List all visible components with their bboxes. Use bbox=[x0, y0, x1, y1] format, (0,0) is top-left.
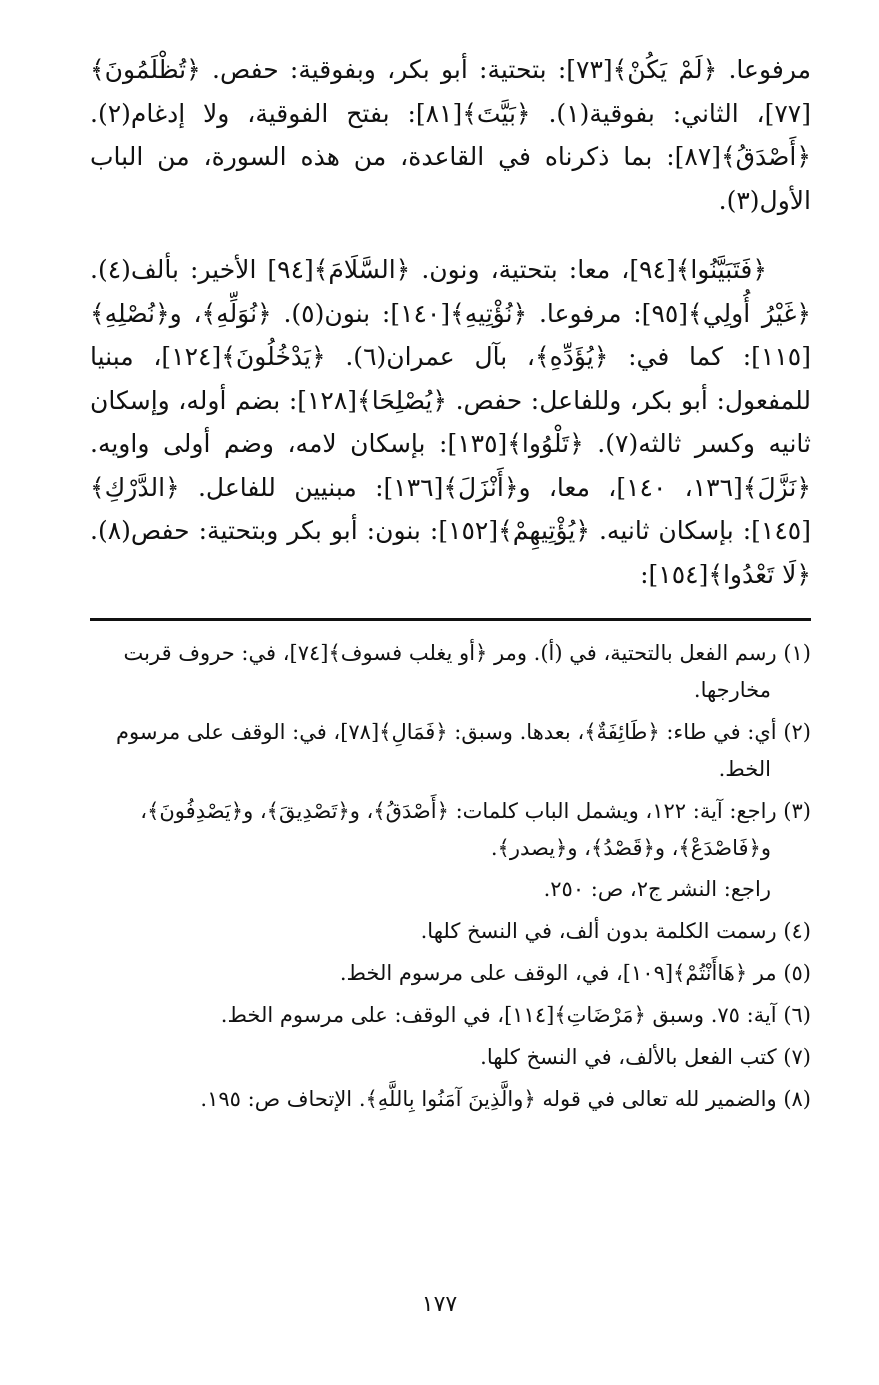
footnote-7-text: (٧) كتب الفعل بالألف، في النسخ كلها. bbox=[480, 1045, 811, 1069]
book-page bbox=[90, 48, 811, 1385]
footnote-5-text: (٥) مر ﴿هَاأَنْتُمْ﴾[١٠٩]، في، الوقف على مرسوم الخط. bbox=[339, 961, 811, 985]
footnote-3 bbox=[90, 793, 811, 908]
main-paragraph-1: مرفوعا. ﴿لَمْ يَكُنْ﴾[٧٣]: بتحتية: أبو بكر، وبفوقية: حفص. ﴿تُظْلَمُونَ﴾[٧٧]، الثاني: بفوقية(١). ﴿بَيَّتَ﴾[٨١]: بفتح الفوقية، ولا إدغام(٢). ﴿أَصْدَقُ﴾[٨٧]: بما ذكرناه في القاعدة، من هذه السورة، من الباب الأول(٣). bbox=[90, 55, 811, 215]
footnote-7 bbox=[90, 1039, 811, 1076]
footnote-8 bbox=[90, 1081, 811, 1118]
footnote-2 bbox=[90, 714, 811, 788]
footnote-2-text: (٢) أي: في طاء: ﴿طَائِفَةٌ﴾، بعدها. وسبق: ﴿فَمَالِ﴾[٧٨]، في: الوقف على مرسوم الخط. bbox=[115, 720, 811, 781]
footnote-4-text: (٤) رسمت الكلمة بدون ألف، في النسخ كلها. bbox=[420, 919, 811, 943]
footnote-4 bbox=[90, 913, 811, 950]
footnote-6 bbox=[90, 997, 811, 1034]
main-paragraph-2: ﴿فَتَبَيَّنُوا﴾[٩٤]، معا: بتحتية، ونون. ﴿السَّلَامَ﴾[٩٤] الأخير: بألف(٤). ﴿غَيْرُ أُولِي﴾[٩٥]: مرفوعا. ﴿نُؤْتِيهِ﴾[١٤٠]: بنون(٥). ﴿نُوَلِّهِ﴾، و﴿نُصْلِهِ﴾[١١٥]: كما في: ﴿يُؤَدِّهِ﴾، بآل عمران(٦). ﴿يَدْخُلُونَ﴾[١٢٤]، مبنيا للمفعول: أبو بكر، وللفاعل: حفص. ﴿يُصْلِحَا﴾[١٢٨]: بضم أوله، وإسكان ثانيه وكسر ثالثه(٧). ﴿تَلْوُوا﴾[١٣٥]: بإسكان لامه، وضم أولى واويه. ﴿نَزَّلَ﴾[١٣٦، ١٤٠]، معا، و﴿أَنْزَلَ﴾[١٣٦]: مبنيين للفاعل. ﴿الدَّرْكِ﴾[١٤٥]: بإسكان ثانيه. ﴿يُؤْتِيهِمْ﴾[١٥٢]: بنون: أبو بكر وبتحتية: حفص(٨). ﴿لَا تَعْدُوا﴾[١٥٤]: bbox=[90, 255, 812, 589]
footnotes bbox=[90, 635, 811, 1118]
footnote-1 bbox=[90, 635, 811, 709]
footnote-8-text: (٨) والضمير لله تعالى في قوله ﴿والَّذِينَ آمَنُوا بِاللَّهِ﴾. الإتحاف ص: ١٩٥. bbox=[200, 1087, 811, 1111]
footnote-5 bbox=[90, 955, 811, 992]
footnote-1-text: (١) رسم الفعل بالتحتية، في (أ). ومر ﴿أو يغلب فسوف﴾[٧٤]، في: حروف قربت مخارجها. bbox=[123, 641, 811, 702]
footnote-divider bbox=[90, 618, 811, 621]
footnote-3-reference: راجع: النشر ج٢، ص: ٢٥٠. bbox=[543, 877, 771, 901]
footnote-6-text: (٦) آية: ٧٥. وسبق ﴿مَرْضَاتِ﴾[١١٤]، في الوقف: على مرسوم الخط. bbox=[220, 1003, 811, 1027]
page-number: ١٧٧ bbox=[421, 1292, 458, 1317]
footnote-3-text: (٣) راجع: آية: ١٢٢، ويشمل الباب كلمات: ﴿أَصْدَقُ﴾، و﴿تَصْدِيقَ﴾، و﴿يَصْدِفُونَ﴾، و﴿فَاصْدَعْ﴾، و﴿قَصْدُ﴾، و﴿يصدر﴾. bbox=[140, 799, 811, 860]
